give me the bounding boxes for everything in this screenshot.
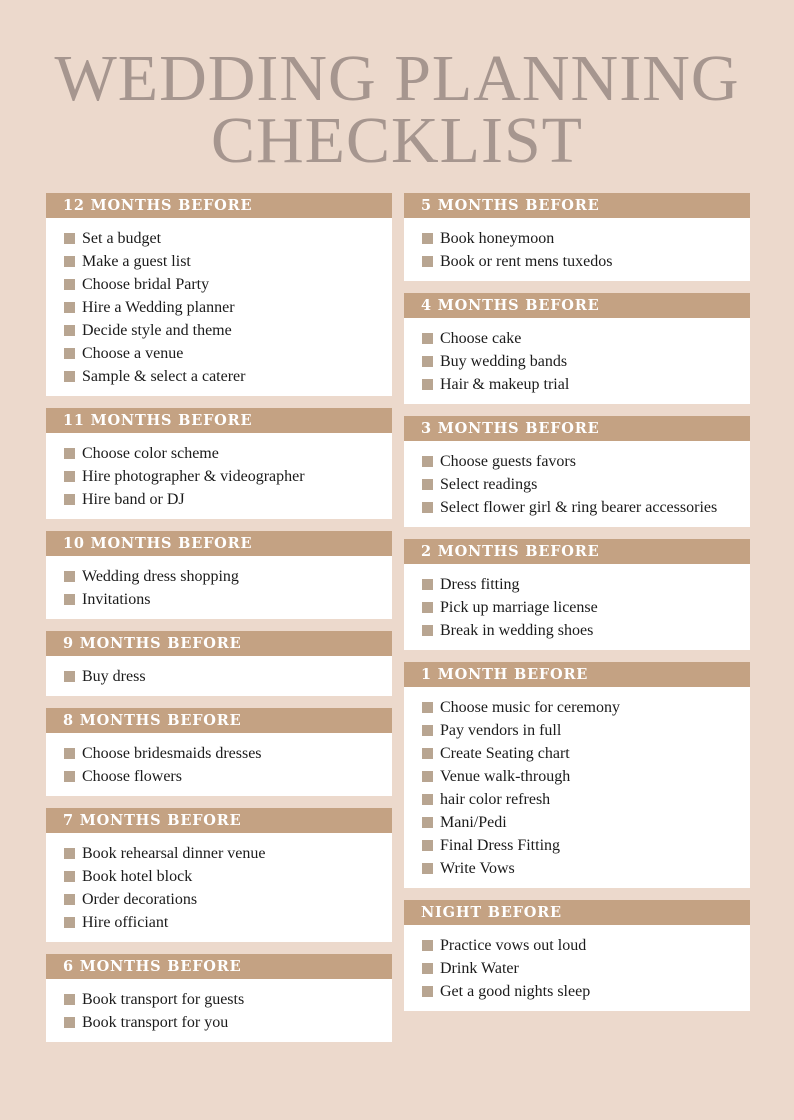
checklist-item-label: Book honeymoon	[440, 230, 555, 247]
checklist-item[interactable]	[422, 719, 750, 742]
checkbox-icon[interactable]	[64, 256, 75, 267]
section-header: 11 MONTHS BEFORE	[46, 408, 392, 433]
section-header: 10 MONTHS BEFORE	[46, 531, 392, 556]
checkbox-icon[interactable]	[64, 594, 75, 605]
checkbox-icon[interactable]	[422, 579, 433, 590]
left-column	[46, 193, 392, 1054]
checklist-item[interactable]	[64, 273, 392, 296]
checkbox-icon[interactable]	[422, 602, 433, 613]
checkbox-icon[interactable]	[64, 994, 75, 1005]
checklist-items	[46, 733, 392, 796]
checkbox-icon[interactable]	[64, 494, 75, 505]
checklist-item-label: Set a budget	[82, 230, 162, 247]
checklist-items	[46, 833, 392, 942]
checklist-item[interactable]	[64, 765, 392, 788]
checklist-item-label: Hire photographer & videographer	[82, 468, 305, 485]
checkbox-icon[interactable]	[64, 671, 75, 682]
checklist-section	[404, 662, 750, 888]
checklist-item-label: Select flower girl & ring bearer accessories	[440, 499, 718, 516]
checklist-item[interactable]	[64, 365, 392, 388]
checkbox-icon[interactable]	[422, 840, 433, 851]
checklist-item[interactable]	[422, 473, 750, 496]
checklist-items	[404, 441, 750, 527]
checklist-item-label: Choose music for ceremony	[440, 699, 620, 716]
checkbox-icon[interactable]	[422, 379, 433, 390]
checklist-item-label: Buy dress	[82, 668, 146, 685]
checkbox-icon[interactable]	[64, 871, 75, 882]
checklist-item[interactable]	[64, 911, 392, 934]
checklist-item[interactable]	[64, 842, 392, 865]
checklist-item-label: Buy wedding bands	[440, 353, 568, 370]
checkbox-icon[interactable]	[64, 302, 75, 313]
checklist-items	[46, 979, 392, 1042]
checklist-items	[46, 556, 392, 619]
checklist-items	[404, 218, 750, 281]
checklist-section	[46, 708, 392, 796]
checklist-section	[404, 193, 750, 281]
checkbox-icon[interactable]	[422, 356, 433, 367]
checklist-item[interactable]	[64, 665, 392, 688]
section-header: 3 MONTHS BEFORE	[404, 416, 750, 441]
checklist-items	[404, 318, 750, 404]
checkbox-icon[interactable]	[422, 725, 433, 736]
checklist-item-label: Book hotel block	[82, 868, 193, 885]
checklist-item-label: Choose bridesmaids dresses	[82, 745, 262, 762]
checklist-items	[46, 656, 392, 696]
checkbox-icon[interactable]	[64, 279, 75, 290]
checkbox-icon[interactable]	[64, 448, 75, 459]
checkbox-icon[interactable]	[422, 817, 433, 828]
checklist-item-label: Book transport for guests	[82, 991, 245, 1008]
checklist-item[interactable]	[64, 296, 392, 319]
checklist-item[interactable]	[64, 319, 392, 342]
checklist-item-label: Choose guests favors	[440, 453, 576, 470]
checklist-item-label: Dress fitting	[440, 576, 520, 593]
checklist-item-label: Make a guest list	[82, 253, 191, 270]
checklist-item[interactable]	[422, 834, 750, 857]
checklist-item[interactable]	[422, 788, 750, 811]
checkbox-icon[interactable]	[422, 748, 433, 759]
checklist-item[interactable]	[64, 1011, 392, 1034]
title-line-2: CHECKLIST	[211, 104, 583, 177]
checklist-item-label: Select readings	[440, 476, 538, 493]
checklist-item[interactable]	[422, 957, 750, 980]
checkbox-icon[interactable]	[422, 963, 433, 974]
checklist-item-label: Wedding dress shopping	[82, 568, 239, 585]
checklist-item[interactable]	[64, 488, 392, 511]
section-header: 1 MONTH BEFORE	[404, 662, 750, 687]
checklist-item[interactable]	[64, 250, 392, 273]
checklist-item-label: Order decorations	[82, 891, 198, 908]
checklist-item-label: Venue walk-through	[440, 768, 571, 785]
checklist-section	[46, 193, 392, 396]
checklist-section	[46, 631, 392, 696]
checklist-section	[404, 539, 750, 650]
checklist-item[interactable]	[422, 350, 750, 373]
checklist-section	[46, 531, 392, 619]
checklist-section	[404, 416, 750, 527]
checklist-item[interactable]	[422, 742, 750, 765]
checklist-item[interactable]	[422, 811, 750, 834]
checklist-items	[404, 687, 750, 888]
section-header: 12 MONTHS BEFORE	[46, 193, 392, 218]
checklist-item[interactable]	[64, 988, 392, 1011]
checkbox-icon[interactable]	[422, 233, 433, 244]
checkbox-icon[interactable]	[64, 233, 75, 244]
checkbox-icon[interactable]	[422, 702, 433, 713]
checklist-item-label: Choose a venue	[82, 345, 184, 362]
checklist-item-label: Create Seating chart	[440, 745, 570, 762]
checkbox-icon[interactable]	[422, 479, 433, 490]
checkbox-icon[interactable]	[64, 748, 75, 759]
right-column	[404, 193, 750, 1023]
checklist-item-label: Practice vows out loud	[440, 937, 587, 954]
checklist-item-label: Choose color scheme	[82, 445, 219, 462]
checklist-item[interactable]	[422, 250, 750, 273]
checklist-item[interactable]	[64, 342, 392, 365]
page-title	[0, 42, 794, 177]
checklist-item[interactable]	[422, 980, 750, 1003]
checklist-items	[404, 564, 750, 650]
checklist-item[interactable]	[422, 765, 750, 788]
checklist-item-label: Hire officiant	[82, 914, 169, 931]
checklist-item-label: Pay vendors in full	[440, 722, 562, 739]
checklist-item-label: Choose flowers	[82, 768, 182, 785]
section-header: 7 MONTHS BEFORE	[46, 808, 392, 833]
checkbox-icon[interactable]	[422, 256, 433, 267]
checkbox-icon[interactable]	[64, 325, 75, 336]
checklist-item[interactable]	[422, 373, 750, 396]
checklist-item-label: Choose cake	[440, 330, 522, 347]
checklist-item[interactable]	[64, 227, 392, 250]
checklist-item-label: Choose bridal Party	[82, 276, 210, 293]
checklist-section	[404, 293, 750, 404]
checklist-item[interactable]	[422, 934, 750, 957]
checklist-item-label: Hire band or DJ	[82, 491, 185, 508]
checklist-item-label: Sample & select a caterer	[82, 368, 246, 385]
checklist-section	[46, 808, 392, 942]
checklist-item-label: Mani/Pedi	[440, 814, 507, 831]
checkbox-icon[interactable]	[64, 848, 75, 859]
checkbox-icon[interactable]	[64, 371, 75, 382]
checklist-item[interactable]	[422, 596, 750, 619]
checkbox-icon[interactable]	[64, 771, 75, 782]
checklist-item-label: hair color refresh	[440, 791, 551, 808]
checklist-item[interactable]	[64, 865, 392, 888]
checkbox-icon[interactable]	[422, 456, 433, 467]
checklist-items	[404, 925, 750, 1011]
checklist-item[interactable]	[64, 742, 392, 765]
checkbox-icon[interactable]	[64, 348, 75, 359]
checklist-item-label: Book rehearsal dinner venue	[82, 845, 266, 862]
checklist-item[interactable]	[64, 465, 392, 488]
checkbox-icon[interactable]	[422, 863, 433, 874]
checklist-item[interactable]	[422, 327, 750, 350]
checkbox-icon[interactable]	[422, 333, 433, 344]
checklist-item-label: Invitations	[82, 591, 151, 608]
section-header: 5 MONTHS BEFORE	[404, 193, 750, 218]
checkbox-icon[interactable]	[64, 917, 75, 928]
checklist-item-label: Get a good nights sleep	[440, 983, 591, 1000]
checklist-item-label: Break in wedding shoes	[440, 622, 594, 639]
checklist-item[interactable]	[64, 888, 392, 911]
checklist-item[interactable]	[422, 496, 750, 519]
checkbox-icon[interactable]	[422, 794, 433, 805]
section-header: 2 MONTHS BEFORE	[404, 539, 750, 564]
section-header: 9 MONTHS BEFORE	[46, 631, 392, 656]
checklist-item[interactable]	[64, 588, 392, 611]
section-header: 4 MONTHS BEFORE	[404, 293, 750, 318]
section-header: 8 MONTHS BEFORE	[46, 708, 392, 733]
checklist-item-label: Write Vows	[440, 860, 515, 877]
checklist-item-label: Final Dress Fitting	[440, 837, 561, 854]
checklist-item[interactable]	[422, 619, 750, 642]
checklist-section	[46, 408, 392, 519]
checkbox-icon[interactable]	[64, 471, 75, 482]
checkbox-icon[interactable]	[64, 894, 75, 905]
checklist-item[interactable]	[64, 442, 392, 465]
checkbox-icon[interactable]	[422, 940, 433, 951]
checklist-section	[404, 900, 750, 1011]
checklist-item[interactable]	[422, 450, 750, 473]
checklist-item-label: Decide style and theme	[82, 322, 232, 339]
checklist-items	[46, 433, 392, 519]
checklist-item[interactable]	[422, 696, 750, 719]
checklist-item[interactable]	[422, 857, 750, 880]
checkbox-icon[interactable]	[64, 571, 75, 582]
section-header: NIGHT BEFORE	[404, 900, 750, 925]
checklist-item[interactable]	[422, 227, 750, 250]
checklist-item-label: Book or rent mens tuxedos	[440, 253, 613, 270]
checklist-item-label: Pick up marriage license	[440, 599, 598, 616]
checklist-item-label: Book transport for you	[82, 1014, 229, 1031]
section-header: 6 MONTHS BEFORE	[46, 954, 392, 979]
checkbox-icon[interactable]	[422, 771, 433, 782]
checklist-item-label: Hire a Wedding planner	[82, 299, 235, 316]
checkbox-icon[interactable]	[422, 986, 433, 997]
checklist-items	[46, 218, 392, 396]
checkbox-icon[interactable]	[422, 502, 433, 513]
checkbox-icon[interactable]	[64, 1017, 75, 1028]
checklist-item-label: Hair & makeup trial	[440, 376, 570, 393]
checklist-item-label: Drink Water	[440, 960, 519, 977]
checklist-section	[46, 954, 392, 1042]
checklist-item[interactable]	[422, 573, 750, 596]
title-line-1: WEDDING PLANNING	[54, 42, 740, 115]
checklist-item[interactable]	[64, 565, 392, 588]
checkbox-icon[interactable]	[422, 625, 433, 636]
